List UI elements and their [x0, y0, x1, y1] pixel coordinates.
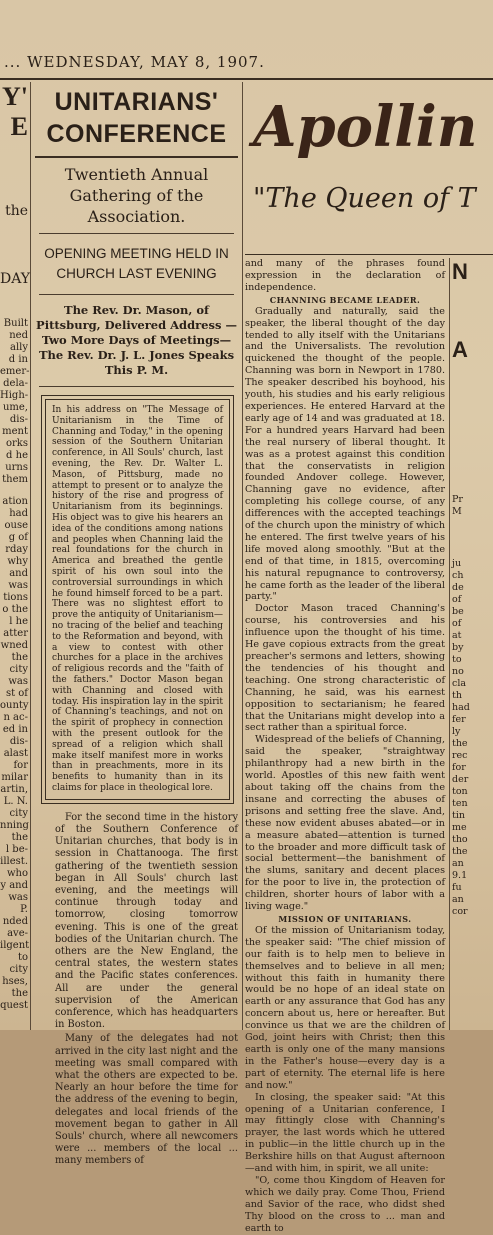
- column-rule: [449, 258, 450, 1030]
- divider: [39, 233, 234, 234]
- left-fragment: ment: [2, 426, 28, 437]
- headline: UNITARIANS' CONFERENCE: [46, 88, 227, 148]
- left-fragment: nded: [2, 916, 28, 927]
- column-rule: [30, 82, 31, 1030]
- deck-summary: The Rev. Dr. Mason, of Pittsburg, Delivered Address — Two More Days of Meetings—The Rev. Dr. J. L. Jones Speaks This P. M.: [36, 303, 237, 377]
- left-fragment: who: [6, 868, 28, 879]
- right-fragment: de: [452, 582, 464, 593]
- left-fragment: l he: [9, 616, 28, 627]
- right-paragraph: and many of the phrases found expression in the declaration of independence.: [245, 258, 445, 293]
- left-fragment: y and: [0, 880, 28, 891]
- left-fragment: L. N.: [3, 796, 28, 807]
- right-fragment: fu: [452, 882, 462, 893]
- left-fragment: rday: [5, 544, 28, 555]
- subheading: CHANNING BECAME LEADER.: [269, 294, 421, 305]
- left-fragment: hses,: [2, 976, 28, 987]
- right-fragment: of: [452, 618, 462, 629]
- body-paragraph: For the second time in the history of the Southern Conference of Unitarian churches, that body is in session in Chattanooga. The first gathering of the twentieth session began in All Souls' church last evening, and the meetings will continue through today and tomorrow, closing tomorrow evening. This is one of the great bodies of the Unitarian church. The others are the New England, the central states, the western states and the Pacific states conferences. All are under the general supervision of the American conference, which has headquarters in Boston.: [55, 811, 238, 1031]
- deck-headline: OPENING MEETING HELD IN CHURCH LAST EVENING: [44, 246, 229, 281]
- right-fragment: tho: [452, 834, 468, 845]
- right-fragment: an: [452, 858, 464, 869]
- right-fragment: Pr: [452, 494, 463, 505]
- ad-tagline: "The Queen of T: [253, 183, 476, 214]
- right-paragraph: Gradually and naturally, said the speaker, the liberal thought of the day tended to ally itself with the Unitarians and the Universalists. The revolution quickened the thought of the people. Channing was born in Newport in 1780. The speaker described his boyhood, his youth, his studies and his early religious experiences. He entered Harvard at the early age of 14 and was graduated at 18. For a hundred years Harvard had been the real nursery of liberal thought. It was as a protest against this condition that the conservatists in religion founded Andover college. However, Channing gave no evidence, after completing his college course, of any differences with the accepted teachings of the church upon the ministry of which he entered. The first twelve years of his life moved along smoothly. "But at the end of that time, in 1815, overcoming his natural repugnance to controversy, he came forth as the leader of the liberal party.": [245, 305, 445, 603]
- left-fragment: ouse: [4, 520, 28, 531]
- right-paragraph: Doctor Mason traced Channing's course, his controversies and his influence upon the thought of his time. He gave copious extracts from the great preacher's sermons and letters, showing the tendencies of his thought and teaching. One strong characteristic of Channing, he said, was his earnest opposition to sectarianism; he feared that the Unitarians might develop into a sect rather than a spiritual force.: [245, 603, 445, 734]
- left-fragment: atter: [3, 628, 28, 639]
- boxed-summary: [41, 395, 234, 804]
- right-clipped-column: [452, 258, 493, 1030]
- left-fragment: alast: [3, 748, 28, 759]
- right-fragment: der: [452, 774, 469, 785]
- left-fragment: o the: [2, 604, 28, 615]
- left-fragment: Y': [2, 82, 28, 111]
- left-fragment: was: [8, 892, 28, 903]
- left-fragment: st of: [5, 688, 28, 699]
- right-fragment: ch: [452, 570, 464, 581]
- right-fragment: by: [452, 642, 464, 653]
- ad-title: Apollin: [253, 94, 478, 160]
- right-fragment: M: [452, 506, 462, 517]
- right-fragment: had: [452, 702, 470, 713]
- right-fragment: an: [452, 894, 464, 905]
- left-fragment: for: [13, 760, 28, 771]
- right-fragment: of: [452, 594, 462, 605]
- left-fragment: emer-: [0, 366, 30, 377]
- left-fragment: city: [9, 964, 28, 975]
- right-fragment: cla: [452, 678, 467, 689]
- right-fragment: no: [452, 666, 464, 677]
- body-paragraph: Many of the delegates had not arrived in the city last night and the meeting was small compared with what the others are expected to be. Nearly an hour before the time for the address of the evening to begin, delegates and local friends of the movement began to gather in All Souls' church, where all newcomers were ... members of the local ... many members of: [55, 1033, 238, 1167]
- right-fragment: be: [452, 606, 464, 617]
- left-fragment: l be-: [5, 844, 28, 855]
- left-fragment: had: [9, 508, 28, 519]
- right-paragraph: In closing, the speaker said: "At this opening of a Unitarian conference, I may fittingly close with Channing's prayer, the last words which he uttered in public—in the little church up in the Berkshire hills on that August afternoon—and with him, in spirit, we all unite:: [245, 1091, 445, 1175]
- left-fragment: dela-: [3, 378, 28, 389]
- right-fragment: N: [452, 259, 468, 284]
- right-paragraph: Of the mission of Unitarianism today, the speaker said: "The chief mission of our faith is to help men to believe in themselves and to believe in all men; without this faith in humanity there would be no hope of an ideal state on earth or any assurance that God has any concern about us, here or hereafter. But convince us that we are the children of God, joint heirs with Christ; then this earth is only one of the many mansions in the Father's house—every day is a part of eternity. The eternal life is here and now.": [245, 924, 445, 1091]
- article-body: [55, 812, 238, 1168]
- left-fragment: quest: [0, 1000, 28, 1011]
- right-fragment: cor: [452, 906, 468, 917]
- left-fragment: why: [7, 556, 28, 567]
- left-clipped-column: [0, 82, 31, 1030]
- article-column: [33, 82, 240, 1167]
- divider: [39, 386, 234, 387]
- left-fragment: and: [9, 568, 28, 579]
- left-fragment: d in: [8, 354, 28, 365]
- right-fragment: ly: [452, 726, 461, 737]
- right-fragment: tin: [452, 810, 465, 821]
- left-fragment: city: [9, 808, 28, 819]
- right-fragment: th: [452, 690, 462, 701]
- dateline: [0, 50, 493, 74]
- left-fragment: to: [17, 952, 28, 963]
- right-fragment: me: [452, 822, 467, 833]
- left-fragment: ilgent: [0, 940, 30, 951]
- left-fragment: dis-: [9, 414, 28, 425]
- right-fragment: the: [452, 846, 468, 857]
- left-fragment: the: [11, 988, 28, 999]
- right-fragment: fer: [452, 714, 466, 725]
- article-continuation: [245, 258, 445, 1234]
- right-fragment: the: [452, 738, 468, 749]
- column-rule: [242, 82, 243, 1030]
- left-fragment: High-: [0, 390, 29, 401]
- left-fragment: the: [11, 652, 28, 663]
- dateline-text: ... WEDNESDAY, MAY 8, 1907.: [4, 53, 265, 71]
- left-fragment: DAY: [0, 271, 31, 287]
- left-fragment: wned: [0, 640, 28, 651]
- left-fragment: the: [11, 832, 28, 843]
- divider: [39, 294, 234, 295]
- left-fragment: nning: [0, 820, 29, 831]
- left-fragment: ave-: [7, 928, 28, 939]
- right-fragment: ton: [452, 786, 468, 797]
- right-fragment: ju: [452, 558, 462, 569]
- left-fragment: ed in: [2, 724, 28, 735]
- left-fragment: ation: [2, 496, 28, 507]
- left-fragment: P.: [20, 904, 28, 915]
- divider: [35, 156, 238, 158]
- left-fragment: tions: [3, 592, 28, 603]
- right-fragment: A: [452, 337, 468, 362]
- left-fragment: Built: [3, 318, 28, 329]
- right-fragment: at: [452, 630, 462, 641]
- left-fragment: city: [9, 664, 28, 675]
- right-fragment: rec: [452, 750, 468, 761]
- left-fragment: was: [8, 676, 28, 687]
- boxed-summary-text: In his address on "The Message of Unitarianism in the Time of Channing and Today," in the opening session of the Southern Unitarian conference, in All Souls' church, last evening, the Rev. Dr. Walter L. Mason, of Pittsburg, made no attempt to present or to analyze the history of the rise and progress of Unitarianism from its beginnings. His object was to give his hearers an idea of the conditions among nations and peoples when Channing laid the real foundations for the church in America and breathed the gentle spirit of his own soul into the controversial surroundings in which he found himself forced to be a part. There was no slightest effort to prove the antiquity of Unitarianism—no tracing of the belief and teaching to the Reformation and beyond, with a view to contest with other churches for a place in the archives of religious records and the "faith of the fathers." Doctor Mason began with Channing and closed with today. His inspiration lay in the spirit of Channing's teachings, and not on the spirit of prophecy in connection with the present outlook for the spread of a religion which shall make itself manifest more in works than in preachments, more in its benefits to humanity than in its claims for place in theological lore.: [45, 399, 230, 800]
- deck-subtitle: Twentieth Annual Gathering of the Association.: [64, 165, 209, 226]
- subheading: MISSION OF UNITARIANS.: [278, 913, 412, 924]
- right-fragment: ten: [452, 798, 468, 809]
- left-fragment: urns: [5, 462, 28, 473]
- left-fragment: milar: [1, 772, 28, 783]
- right-fragment: to: [452, 654, 462, 665]
- right-paragraph: "O, come thou Kingdom of Heaven for which we daily pray. Come Thou, Friend and Savior of the race, who didst shed Thy blood on the cross to ... man and earth to: [245, 1174, 445, 1234]
- left-fragment: artin,: [0, 784, 28, 795]
- advertisement: [245, 82, 493, 255]
- right-fragment: 9.1: [452, 870, 468, 881]
- top-rule: [0, 78, 493, 80]
- right-fragment: for: [452, 762, 466, 773]
- left-fragment: n ac-: [3, 712, 28, 723]
- left-fragment: ned: [9, 330, 28, 341]
- left-fragment: was: [8, 580, 28, 591]
- left-fragment: them: [2, 474, 28, 485]
- left-fragment: ally: [9, 342, 28, 353]
- left-fragment: g of: [8, 532, 28, 543]
- left-fragment: E: [10, 112, 28, 141]
- left-fragment: the: [5, 203, 28, 219]
- left-fragment: ume,: [2, 402, 28, 413]
- right-paragraph: Widespread of the beliefs of Channing, said the speaker, "straightway philanthropy had a new birth in the world. Apostles of this new faith went about taking off the chains from the insane and correcting the abuses of prisons and setting free the slave. And, these now evident abuses abated—or in a measure abated—attention is turned to the broader and more difficult task of social betterment—the banishment of the slums, sanitary and decent places for the poor to live in, the protection of children, shorter hours of labor with a living wage.": [245, 734, 445, 913]
- left-fragment: ounty: [0, 700, 29, 711]
- left-fragment: orks: [6, 438, 28, 449]
- left-fragment: d he: [6, 450, 28, 461]
- left-fragment: dis-: [9, 736, 28, 747]
- left-fragment: illest.: [0, 856, 28, 867]
